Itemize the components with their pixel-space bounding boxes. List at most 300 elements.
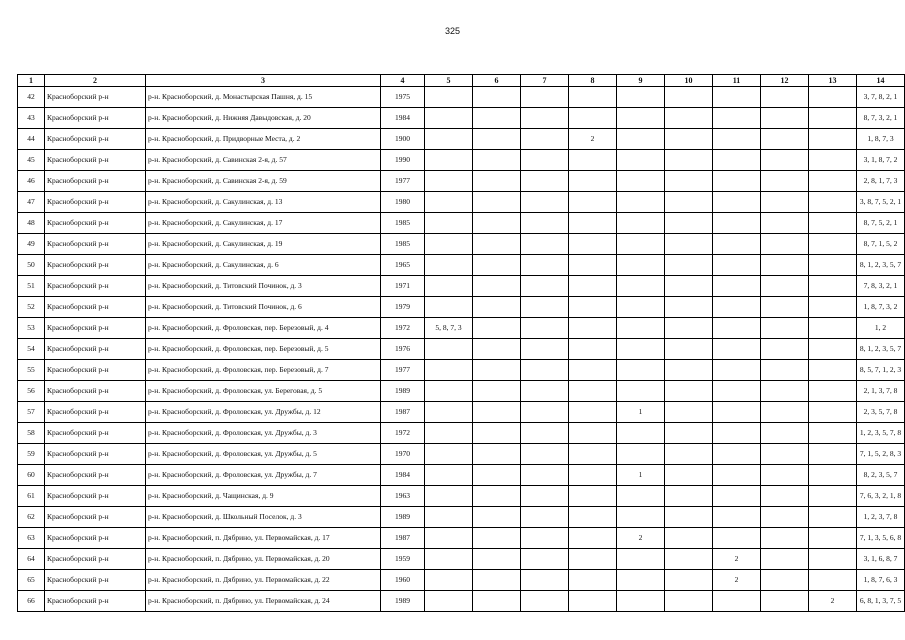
cell-col-8 xyxy=(569,213,617,234)
table-row xyxy=(18,570,905,591)
cell-col-12 xyxy=(761,108,809,129)
cell-col-3: р-н. Красноборский, д. Фроловская, ул. Дружбы, д. 7 xyxy=(146,465,381,486)
cell-col-8 xyxy=(569,591,617,612)
cell-col-7 xyxy=(521,297,569,318)
cell-col-1: 42 xyxy=(18,87,45,108)
column-header-4: 4 xyxy=(381,75,425,87)
cell-col-13 xyxy=(809,234,857,255)
table-row xyxy=(18,423,905,444)
cell-col-2: Красноборский р-н xyxy=(45,402,146,423)
cell-col-12 xyxy=(761,150,809,171)
cell-col-10 xyxy=(665,465,713,486)
column-header-9: 9 xyxy=(617,75,665,87)
column-header-13: 13 xyxy=(809,75,857,87)
cell-col-4: 1985 xyxy=(381,213,425,234)
cell-col-9 xyxy=(617,360,665,381)
cell-col-8 xyxy=(569,402,617,423)
cell-col-10 xyxy=(665,192,713,213)
cell-col-11 xyxy=(713,402,761,423)
column-header-2: 2 xyxy=(45,75,146,87)
cell-col-13 xyxy=(809,549,857,570)
cell-col-2: Красноборский р-н xyxy=(45,444,146,465)
table-row xyxy=(18,444,905,465)
cell-col-14: 8, 2, 3, 5, 7 xyxy=(857,465,905,486)
cell-col-7 xyxy=(521,87,569,108)
cell-col-10 xyxy=(665,213,713,234)
cell-col-2: Красноборский р-н xyxy=(45,423,146,444)
cell-col-3: р-н. Красноборский, д. Школьный Поселок, д. 3 xyxy=(146,507,381,528)
cell-col-13 xyxy=(809,570,857,591)
cell-col-7 xyxy=(521,381,569,402)
table-row xyxy=(18,528,905,549)
table-row xyxy=(18,486,905,507)
cell-col-13 xyxy=(809,192,857,213)
cell-col-8 xyxy=(569,486,617,507)
cell-col-4: 1984 xyxy=(381,108,425,129)
cell-col-5 xyxy=(425,360,473,381)
cell-col-10 xyxy=(665,150,713,171)
cell-col-3: р-н. Красноборский, д. Фроловская, ул. Береговая, д. 5 xyxy=(146,381,381,402)
cell-col-10 xyxy=(665,129,713,150)
cell-col-7 xyxy=(521,549,569,570)
cell-col-9: 1 xyxy=(617,465,665,486)
cell-col-6 xyxy=(473,87,521,108)
cell-col-13 xyxy=(809,297,857,318)
cell-col-6 xyxy=(473,402,521,423)
cell-col-6 xyxy=(473,318,521,339)
cell-col-7 xyxy=(521,255,569,276)
cell-col-8 xyxy=(569,444,617,465)
cell-col-8 xyxy=(569,276,617,297)
cell-col-7 xyxy=(521,360,569,381)
cell-col-14: 1, 8, 7, 3 xyxy=(857,129,905,150)
cell-col-7 xyxy=(521,234,569,255)
cell-col-14: 7, 6, 3, 2, 1, 8 xyxy=(857,486,905,507)
cell-col-11 xyxy=(713,87,761,108)
cell-col-9 xyxy=(617,297,665,318)
cell-col-9 xyxy=(617,171,665,192)
cell-col-3: р-н. Красноборский, д. Фроловская, пер. Березовый, д. 7 xyxy=(146,360,381,381)
cell-col-11 xyxy=(713,591,761,612)
table-row xyxy=(18,297,905,318)
cell-col-3: р-н. Красноборский, д. Придворные Места, д. 2 xyxy=(146,129,381,150)
column-header-1: 1 xyxy=(18,75,45,87)
cell-col-8 xyxy=(569,297,617,318)
cell-col-12 xyxy=(761,276,809,297)
cell-col-3: р-н. Красноборский, д. Титовский Починок, д. 3 xyxy=(146,276,381,297)
cell-col-5 xyxy=(425,402,473,423)
cell-col-10 xyxy=(665,444,713,465)
cell-col-10 xyxy=(665,339,713,360)
cell-col-11 xyxy=(713,255,761,276)
cell-col-2: Красноборский р-н xyxy=(45,171,146,192)
cell-col-2: Красноборский р-н xyxy=(45,234,146,255)
cell-col-13 xyxy=(809,150,857,171)
cell-col-8 xyxy=(569,339,617,360)
cell-col-2: Красноборский р-н xyxy=(45,276,146,297)
cell-col-12 xyxy=(761,423,809,444)
cell-col-6 xyxy=(473,570,521,591)
cell-col-14: 7, 1, 5, 2, 8, 3 xyxy=(857,444,905,465)
cell-col-12 xyxy=(761,402,809,423)
cell-col-13 xyxy=(809,528,857,549)
cell-col-10 xyxy=(665,528,713,549)
cell-col-3: р-н. Красноборский, п. Дябрино, ул. Первомайская, д. 24 xyxy=(146,591,381,612)
table-row xyxy=(18,402,905,423)
cell-col-5 xyxy=(425,255,473,276)
cell-col-3: р-н. Красноборский, д. Фроловская, пер. Березовый, д. 4 xyxy=(146,318,381,339)
cell-col-13 xyxy=(809,423,857,444)
cell-col-13 xyxy=(809,465,857,486)
cell-col-8 xyxy=(569,108,617,129)
cell-col-5 xyxy=(425,339,473,360)
cell-col-4: 1977 xyxy=(381,360,425,381)
cell-col-6 xyxy=(473,108,521,129)
cell-col-3: р-н. Красноборский, д. Савинская 2-я, д. 59 xyxy=(146,171,381,192)
cell-col-8 xyxy=(569,570,617,591)
cell-col-3: р-н. Красноборский, д. Чащинская, д. 9 xyxy=(146,486,381,507)
table-row xyxy=(18,591,905,612)
cell-col-7 xyxy=(521,339,569,360)
table-row xyxy=(18,87,905,108)
cell-col-4: 1987 xyxy=(381,402,425,423)
cell-col-2: Красноборский р-н xyxy=(45,318,146,339)
cell-col-1: 60 xyxy=(18,465,45,486)
cell-col-4: 1965 xyxy=(381,255,425,276)
cell-col-9 xyxy=(617,150,665,171)
cell-col-6 xyxy=(473,255,521,276)
cell-col-7 xyxy=(521,528,569,549)
cell-col-14: 1, 2 xyxy=(857,318,905,339)
cell-col-14: 8, 7, 1, 5, 2 xyxy=(857,234,905,255)
cell-col-3: р-н. Красноборский, д. Титовский Починок, д. 6 xyxy=(146,297,381,318)
column-header-10: 10 xyxy=(665,75,713,87)
cell-col-3: р-н. Красноборский, д. Фроловская, ул. Дружбы, д. 12 xyxy=(146,402,381,423)
cell-col-8: 2 xyxy=(569,129,617,150)
cell-col-14: 6, 8, 1, 3, 7, 5 xyxy=(857,591,905,612)
cell-col-9 xyxy=(617,591,665,612)
table-body xyxy=(18,87,905,612)
cell-col-7 xyxy=(521,318,569,339)
cell-col-6 xyxy=(473,549,521,570)
table-row xyxy=(18,465,905,486)
cell-col-8 xyxy=(569,234,617,255)
cell-col-13 xyxy=(809,444,857,465)
cell-col-13 xyxy=(809,402,857,423)
cell-col-7 xyxy=(521,507,569,528)
cell-col-9 xyxy=(617,108,665,129)
cell-col-6 xyxy=(473,360,521,381)
cell-col-4: 1979 xyxy=(381,297,425,318)
cell-col-13 xyxy=(809,276,857,297)
cell-col-4: 1959 xyxy=(381,549,425,570)
cell-col-14: 3, 1, 6, 8, 7 xyxy=(857,549,905,570)
cell-col-13 xyxy=(809,255,857,276)
table-row xyxy=(18,255,905,276)
cell-col-12 xyxy=(761,549,809,570)
cell-col-9: 2 xyxy=(617,528,665,549)
cell-col-9 xyxy=(617,444,665,465)
cell-col-1: 55 xyxy=(18,360,45,381)
cell-col-2: Красноборский р-н xyxy=(45,465,146,486)
cell-col-4: 1985 xyxy=(381,234,425,255)
cell-col-2: Красноборский р-н xyxy=(45,297,146,318)
cell-col-5 xyxy=(425,381,473,402)
table-row xyxy=(18,318,905,339)
table-row xyxy=(18,549,905,570)
cell-col-5 xyxy=(425,192,473,213)
cell-col-8 xyxy=(569,423,617,444)
table-row xyxy=(18,276,905,297)
cell-col-1: 62 xyxy=(18,507,45,528)
cell-col-6 xyxy=(473,297,521,318)
cell-col-1: 44 xyxy=(18,129,45,150)
cell-col-14: 8, 7, 5, 2, 1 xyxy=(857,213,905,234)
cell-col-7 xyxy=(521,591,569,612)
cell-col-11 xyxy=(713,339,761,360)
cell-col-4: 1980 xyxy=(381,192,425,213)
cell-col-7 xyxy=(521,570,569,591)
cell-col-4: 1984 xyxy=(381,465,425,486)
cell-col-3: р-н. Красноборский, п. Дябрино, ул. Первомайская, д. 20 xyxy=(146,549,381,570)
cell-col-6 xyxy=(473,213,521,234)
cell-col-12 xyxy=(761,507,809,528)
cell-col-5 xyxy=(425,276,473,297)
column-header-7: 7 xyxy=(521,75,569,87)
cell-col-8 xyxy=(569,528,617,549)
cell-col-12 xyxy=(761,339,809,360)
cell-col-11 xyxy=(713,528,761,549)
cell-col-5 xyxy=(425,129,473,150)
cell-col-6 xyxy=(473,486,521,507)
cell-col-10 xyxy=(665,171,713,192)
cell-col-14: 1, 2, 3, 5, 7, 8 xyxy=(857,423,905,444)
cell-col-4: 1971 xyxy=(381,276,425,297)
column-header-8: 8 xyxy=(569,75,617,87)
table-row xyxy=(18,108,905,129)
cell-col-14: 2, 1, 3, 7, 8 xyxy=(857,381,905,402)
cell-col-14: 7, 1, 3, 5, 6, 8 xyxy=(857,528,905,549)
cell-col-2: Красноборский р-н xyxy=(45,591,146,612)
cell-col-6 xyxy=(473,234,521,255)
header-row xyxy=(18,75,905,87)
cell-col-12 xyxy=(761,297,809,318)
cell-col-1: 46 xyxy=(18,171,45,192)
table-row xyxy=(18,192,905,213)
cell-col-12 xyxy=(761,570,809,591)
cell-col-4: 1989 xyxy=(381,381,425,402)
cell-col-9 xyxy=(617,423,665,444)
cell-col-13 xyxy=(809,171,857,192)
cell-col-5 xyxy=(425,108,473,129)
cell-col-11 xyxy=(713,129,761,150)
cell-col-5: 5, 8, 7, 3 xyxy=(425,318,473,339)
cell-col-11 xyxy=(713,213,761,234)
cell-col-1: 50 xyxy=(18,255,45,276)
cell-col-12 xyxy=(761,192,809,213)
cell-col-9 xyxy=(617,486,665,507)
table-row xyxy=(18,381,905,402)
cell-col-11 xyxy=(713,423,761,444)
cell-col-8 xyxy=(569,192,617,213)
cell-col-14: 8, 1, 2, 3, 5, 7 xyxy=(857,339,905,360)
cell-col-4: 1989 xyxy=(381,591,425,612)
cell-col-5 xyxy=(425,297,473,318)
cell-col-10 xyxy=(665,423,713,444)
cell-col-13 xyxy=(809,87,857,108)
cell-col-14: 1, 2, 3, 7, 8 xyxy=(857,507,905,528)
cell-col-5 xyxy=(425,171,473,192)
cell-col-8 xyxy=(569,87,617,108)
cell-col-1: 52 xyxy=(18,297,45,318)
cell-col-1: 63 xyxy=(18,528,45,549)
cell-col-7 xyxy=(521,423,569,444)
cell-col-2: Красноборский р-н xyxy=(45,255,146,276)
cell-col-13 xyxy=(809,339,857,360)
cell-col-10 xyxy=(665,234,713,255)
cell-col-13 xyxy=(809,129,857,150)
table-row xyxy=(18,360,905,381)
cell-col-11 xyxy=(713,297,761,318)
cell-col-4: 1972 xyxy=(381,423,425,444)
cell-col-9: 1 xyxy=(617,402,665,423)
cell-col-7 xyxy=(521,108,569,129)
cell-col-1: 64 xyxy=(18,549,45,570)
cell-col-4: 1960 xyxy=(381,570,425,591)
cell-col-3: р-н. Красноборский, д. Савинская 2-я, д. 57 xyxy=(146,150,381,171)
cell-col-7 xyxy=(521,444,569,465)
cell-col-3: р-н. Красноборский, п. Дябрино, ул. Первомайская, д. 22 xyxy=(146,570,381,591)
cell-col-11: 2 xyxy=(713,570,761,591)
cell-col-4: 1970 xyxy=(381,444,425,465)
cell-col-7 xyxy=(521,213,569,234)
cell-col-10 xyxy=(665,549,713,570)
cell-col-8 xyxy=(569,171,617,192)
column-header-3: 3 xyxy=(146,75,381,87)
cell-col-2: Красноборский р-н xyxy=(45,528,146,549)
cell-col-10 xyxy=(665,318,713,339)
cell-col-14: 8, 5, 7, 1, 2, 3 xyxy=(857,360,905,381)
cell-col-2: Красноборский р-н xyxy=(45,213,146,234)
cell-col-1: 56 xyxy=(18,381,45,402)
cell-col-12 xyxy=(761,381,809,402)
cell-col-4: 1976 xyxy=(381,339,425,360)
cell-col-10 xyxy=(665,381,713,402)
cell-col-3: р-н. Красноборский, д. Сакулинская, д. 6 xyxy=(146,255,381,276)
cell-col-3: р-н. Красноборский, д. Монастырская Пашня, д. 15 xyxy=(146,87,381,108)
cell-col-5 xyxy=(425,234,473,255)
cell-col-3: р-н. Красноборский, д. Сакулинская, д. 13 xyxy=(146,192,381,213)
cell-col-5 xyxy=(425,150,473,171)
cell-col-9 xyxy=(617,276,665,297)
cell-col-4: 1977 xyxy=(381,171,425,192)
cell-col-8 xyxy=(569,507,617,528)
cell-col-6 xyxy=(473,150,521,171)
cell-col-6 xyxy=(473,129,521,150)
cell-col-11 xyxy=(713,150,761,171)
column-header-12: 12 xyxy=(761,75,809,87)
cell-col-9 xyxy=(617,339,665,360)
cell-col-6 xyxy=(473,381,521,402)
cell-col-7 xyxy=(521,402,569,423)
cell-col-5 xyxy=(425,507,473,528)
cell-col-3: р-н. Красноборский, д. Фроловская, пер. Березовый, д. 5 xyxy=(146,339,381,360)
cell-col-6 xyxy=(473,192,521,213)
cell-col-5 xyxy=(425,486,473,507)
cell-col-9 xyxy=(617,549,665,570)
cell-col-3: р-н. Красноборский, д. Фроловская, ул. Дружбы, д. 3 xyxy=(146,423,381,444)
cell-col-11 xyxy=(713,486,761,507)
cell-col-10 xyxy=(665,276,713,297)
cell-col-6 xyxy=(473,276,521,297)
cell-col-2: Красноборский р-н xyxy=(45,192,146,213)
cell-col-13 xyxy=(809,381,857,402)
cell-col-12 xyxy=(761,528,809,549)
table-row xyxy=(18,213,905,234)
cell-col-9 xyxy=(617,213,665,234)
cell-col-3: р-н. Красноборский, д. Фроловская, ул. Дружбы, д. 5 xyxy=(146,444,381,465)
cell-col-10 xyxy=(665,591,713,612)
cell-col-11 xyxy=(713,381,761,402)
cell-col-9 xyxy=(617,234,665,255)
column-header-5: 5 xyxy=(425,75,473,87)
cell-col-12 xyxy=(761,318,809,339)
cell-col-12 xyxy=(761,87,809,108)
cell-col-3: р-н. Красноборский, п. Дябрино, ул. Первомайская, д. 17 xyxy=(146,528,381,549)
cell-col-8 xyxy=(569,465,617,486)
cell-col-14: 1, 8, 7, 6, 3 xyxy=(857,570,905,591)
cell-col-1: 59 xyxy=(18,444,45,465)
cell-col-12 xyxy=(761,465,809,486)
cell-col-7 xyxy=(521,276,569,297)
cell-col-2: Красноборский р-н xyxy=(45,549,146,570)
cell-col-14: 2, 3, 5, 7, 8 xyxy=(857,402,905,423)
cell-col-9 xyxy=(617,570,665,591)
cell-col-14: 8, 7, 3, 2, 1 xyxy=(857,108,905,129)
cell-col-5 xyxy=(425,570,473,591)
cell-col-14: 3, 7, 8, 2, 1 xyxy=(857,87,905,108)
cell-col-7 xyxy=(521,465,569,486)
cell-col-2: Красноборский р-н xyxy=(45,108,146,129)
cell-col-2: Красноборский р-н xyxy=(45,129,146,150)
cell-col-2: Красноборский р-н xyxy=(45,87,146,108)
cell-col-2: Красноборский р-н xyxy=(45,486,146,507)
cell-col-5 xyxy=(425,465,473,486)
cell-col-1: 51 xyxy=(18,276,45,297)
cell-col-13 xyxy=(809,507,857,528)
cell-col-13 xyxy=(809,108,857,129)
cell-col-10 xyxy=(665,402,713,423)
cell-col-1: 61 xyxy=(18,486,45,507)
cell-col-2: Красноборский р-н xyxy=(45,339,146,360)
cell-col-11 xyxy=(713,444,761,465)
cell-col-2: Красноборский р-н xyxy=(45,381,146,402)
cell-col-1: 65 xyxy=(18,570,45,591)
cell-col-4: 1900 xyxy=(381,129,425,150)
cell-col-2: Красноборский р-н xyxy=(45,150,146,171)
cell-col-13: 2 xyxy=(809,591,857,612)
cell-col-1: 48 xyxy=(18,213,45,234)
table-row xyxy=(18,507,905,528)
cell-col-3: р-н. Красноборский, д. Сакулинская, д. 19 xyxy=(146,234,381,255)
cell-col-12 xyxy=(761,486,809,507)
cell-col-2: Красноборский р-н xyxy=(45,507,146,528)
cell-col-7 xyxy=(521,171,569,192)
cell-col-6 xyxy=(473,507,521,528)
cell-col-9 xyxy=(617,381,665,402)
cell-col-10 xyxy=(665,255,713,276)
cell-col-4: 1972 xyxy=(381,318,425,339)
